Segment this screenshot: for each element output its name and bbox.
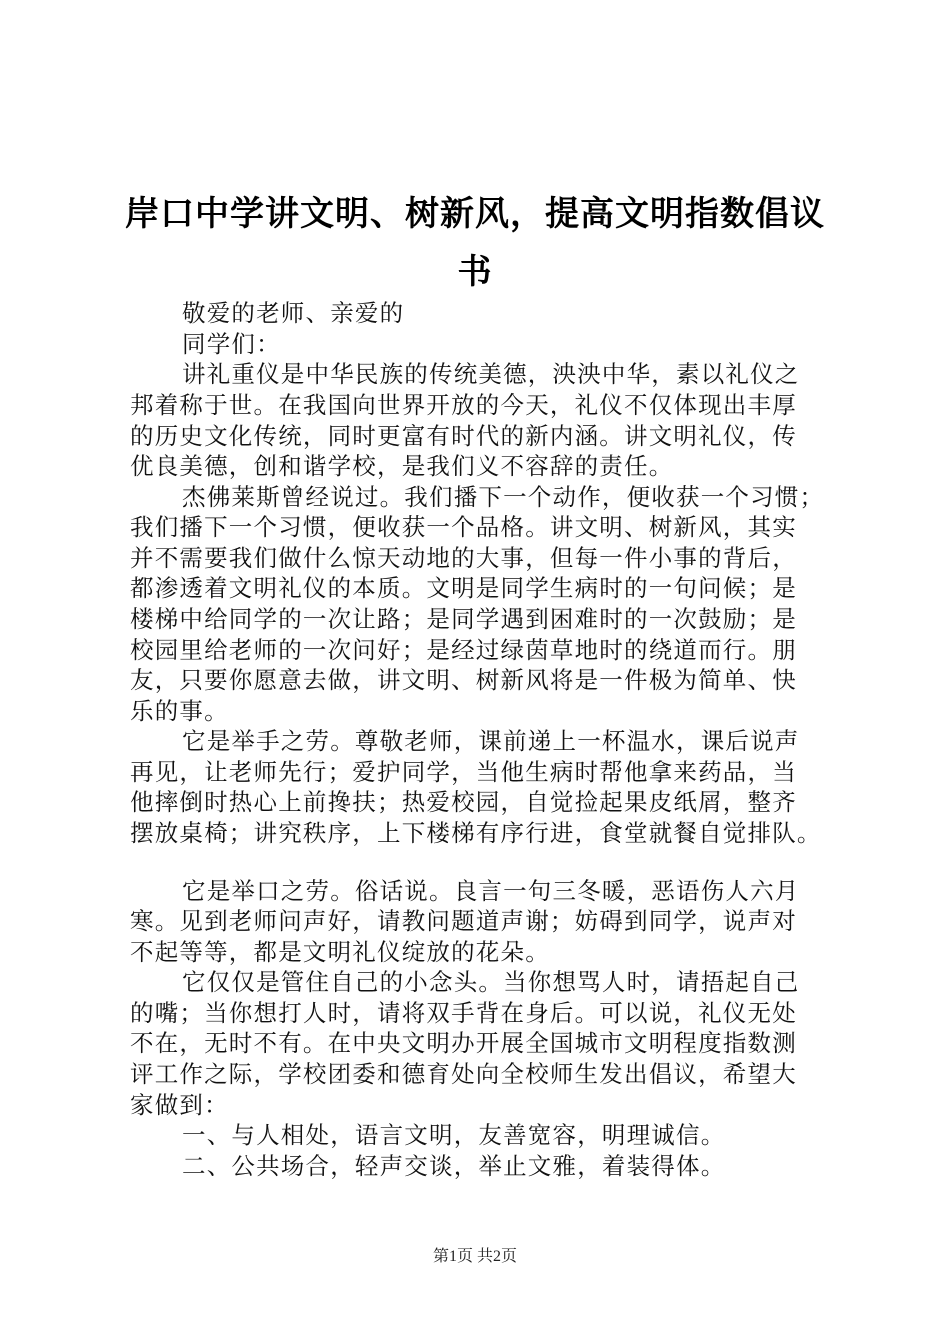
body-line: 家做到： [130, 1091, 229, 1119]
body-line: 不在，无时不有。在中央文明办开展全国城市文明程度指数测 [130, 1029, 797, 1057]
body-line: 再见，让老师先行；爱护同学，当他生病时帮他拿来药品，当 [130, 758, 797, 786]
body-line: 都渗透着文明礼仪的本质。文明是同学生病时的一句问候；是 [130, 574, 797, 602]
body-line: 友，只要你愿意去做，讲文明、树新风将是一件极为简单、快 [130, 666, 797, 694]
page-footer: 第1页 共2页 [432, 1248, 517, 1265]
body-line: 评工作之际，学校团委和德育处向全校师生发出倡议，希望大 [130, 1060, 797, 1088]
document-title-line-1: 岸口中学讲文明、树新风，提高文明指数倡议 [125, 194, 825, 234]
body-line: 我们播下一个习惯，便收获一个品格。讲文明、树新风，其实 [130, 513, 797, 541]
list-item-1: 一、与人相处，语言文明，友善宽容，明理诚信。 [182, 1121, 726, 1149]
body-line: 楼梯中给同学的一次让路；是同学遇到困难时的一次鼓励；是 [130, 605, 797, 633]
body-line: 它仅仅是管住自己的小念头。当你想骂人时，请捂起自己 [182, 968, 800, 996]
body-line: 的嘴；当你想打人时，请将双手背在身后。可以说，礼仪无处 [130, 999, 797, 1027]
body-line: 校园里给老师的一次问好；是经过绿茵草地时的绕道而行。朋 [130, 636, 797, 664]
body-line: 摆放桌椅；讲究秩序，上下楼梯有序行进，食堂就餐自觉排队。 [130, 819, 822, 847]
body-line: 寒。见到老师问声好，请教问题道声谢；妨碍到同学，说声对 [130, 907, 797, 935]
body-line: 他摔倒时热心上前搀扶；热爱校园，自觉捡起果皮纸屑，整齐 [130, 788, 797, 816]
document-title-line-2: 书 [457, 252, 493, 292]
body-line: 乐的事。 [130, 697, 229, 725]
body-line: 并不需要我们做什么惊天动地的大事，但每一件小事的背后， [130, 544, 797, 572]
body-line: 讲礼重仪是中华民族的传统美德，泱泱中华，素以礼仪之 [182, 360, 800, 388]
salutation-line-1: 敬爱的老师、亲爱的 [182, 299, 405, 327]
body-line: 邦着称于世。在我国向世界开放的今天，礼仪不仅体现出丰厚 [130, 391, 797, 419]
body-line: 的历史文化传统，同时更富有时代的新内涵。讲文明礼仪，传 [130, 422, 797, 450]
body-line: 不起等等，都是文明礼仪绽放的花朵。 [130, 938, 550, 966]
body-line: 它是举口之劳。俗话说。良言一句三冬暖，恶语伤人六月 [182, 877, 800, 905]
salutation-line-2: 同学们： [182, 330, 281, 358]
body-line: 优良美德，创和谐学校，是我们义不容辞的责任。 [130, 452, 674, 480]
body-line: 杰佛莱斯曾经说过。我们播下一个动作，便收获一个习惯； [182, 483, 825, 511]
list-item-2: 二、公共场合，轻声交谈，举止文雅，着装得体。 [182, 1152, 726, 1180]
body-line: 它是举手之劳。尊敬老师，课前递上一杯温水，课后说声 [182, 727, 800, 755]
